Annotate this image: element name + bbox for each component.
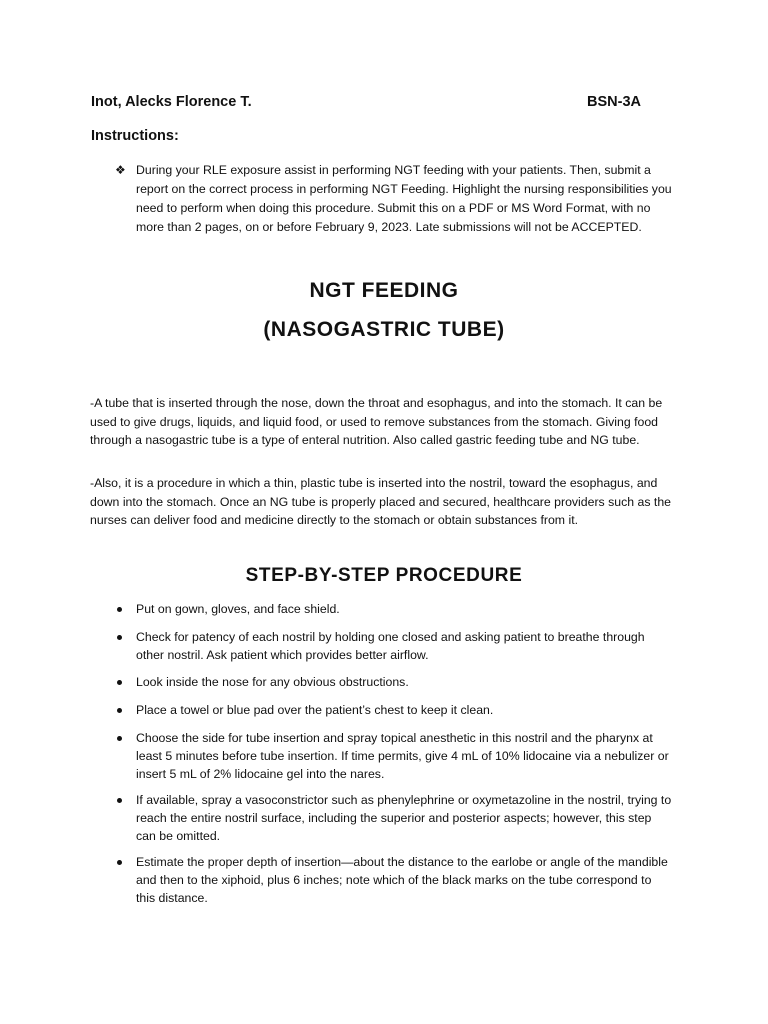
diamond-bullet-icon: ❖: [115, 163, 126, 177]
step-text: If available, spray a vasoconstrictor such as phenylephrine or oxymetazoline in the nostril, trying to reach the entire nostril surface, including the superior and posterior aspects; however, this step can be omitted.: [136, 793, 672, 843]
step-text: Put on gown, gloves, and face shield.: [136, 602, 340, 616]
document-subtitle: (NASOGASTRIC TUBE): [263, 318, 505, 341]
document-title: NGT FEEDING: [309, 279, 459, 302]
bullet-dot-icon: [117, 708, 122, 713]
step-text: Choose the side for tube insertion and spray topical anesthetic in this nostril and the pharynx at least 5 minutes before tube insertion. If time permits, give 4 mL of 10% lidocaine via a nebulizer or insert 5 mL of 2% lidocaine gel into the nares.: [136, 731, 669, 781]
instruction-text: During your RLE exposure assist in performing NGT feeding with your patients. Then, submit a report on the correct process in performing NGT Feeding. Highlight the nursing responsibilities you need to perform when doing this procedure. Submit this on a PDF or MS Word Format, with no more than 2 pages, on or before February 9, 2023. Late submissions will not be ACCEPTED.: [136, 163, 672, 234]
bullet-dot-icon: [117, 635, 122, 640]
step-text: Look inside the nose for any obvious obstructions.: [136, 675, 409, 689]
bullet-dot-icon: [117, 736, 122, 741]
step-text: Estimate the proper depth of insertion—about the distance to the earlobe or angle of the mandible and then to the xiphoid, plus 6 inches; note which of the black marks on the tube correspond to this distance.: [136, 855, 668, 905]
step-text: Place a towel or blue pad over the patient’s chest to keep it clean.: [136, 703, 494, 717]
bullet-dot-icon: [117, 680, 122, 685]
student-name: Inot, Alecks Florence T.: [91, 94, 252, 110]
header-row: [91, 94, 651, 110]
procedure-heading: STEP-BY-STEP PROCEDURE: [245, 565, 523, 586]
definition-paragraph: -Also, it is a procedure in which a thin, plastic tube is inserted into the nostril, toward the esophagus, and down into the stomach. Once an NG tube is properly placed and secured, healthcare providers such as the nurses can deliver food and medicine directly to the stomach or obtain substances from it.: [90, 476, 672, 527]
bullet-dot-icon: [117, 798, 122, 803]
bullet-dot-icon: [117, 860, 122, 865]
bullet-dot-icon: [117, 607, 122, 612]
definition-paragraph: -A tube that is inserted through the nose, down the throat and esophagus, and into the stomach. It can be used to give drugs, liquids, and liquid food, or used to remove substances from the stomach. Giving food through a nasogastric tube is a type of enteral nutrition. Also called gastric feeding tube and NG tube.: [90, 396, 663, 447]
step-text: Check for patency of each nostril by holding one closed and asking patient to breathe through other nostril. Ask patient which provides better airflow.: [136, 630, 645, 662]
instructions-heading: Instructions:: [91, 128, 179, 144]
course-section: BSN-3A: [587, 94, 641, 110]
